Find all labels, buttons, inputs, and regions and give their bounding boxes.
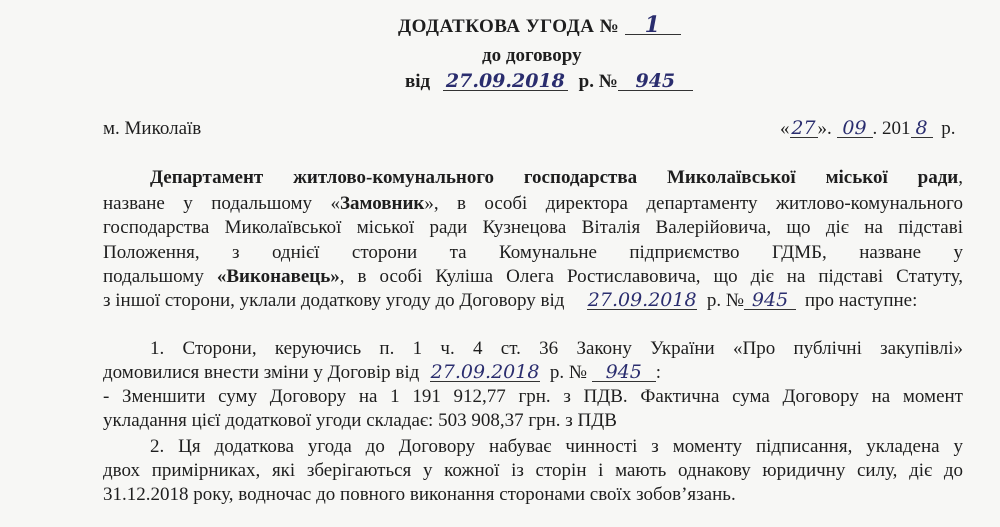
- amended-contract-date-handwritten: 27.09.2018: [430, 361, 540, 383]
- clause-1-line-1: 1. Сторони, керуючись п. 1 ч. 4 ст. 36 Закону України «Про публічні закупівлі»: [150, 338, 963, 359]
- preamble-line-1: [150, 167, 963, 189]
- customer-role: Замовник: [339, 193, 425, 214]
- text-fragment: р. №: [549, 362, 587, 383]
- text-fragment: подальшому: [103, 266, 217, 287]
- text-fragment: :: [655, 362, 661, 383]
- preamble-line-2: [103, 193, 963, 215]
- date-year-prefix: . 201: [872, 118, 911, 139]
- amended-contract-number-handwritten: 945: [592, 363, 656, 382]
- agreement-number-handwritten: 1: [625, 16, 681, 35]
- text-fragment: р. №: [706, 290, 745, 311]
- preamble-line-5: [103, 266, 963, 288]
- comma: ,: [958, 167, 963, 188]
- date-day-handwritten: 27: [791, 117, 816, 139]
- agreement-subtitle: до договору: [482, 45, 582, 66]
- reference-num-label: р. №: [578, 71, 618, 92]
- text-fragment: назване у подальшому «: [103, 193, 340, 214]
- agreement-reference: [405, 71, 693, 93]
- date-quote-close: ».: [817, 118, 832, 139]
- agreement-title-text: ДОДАТКОВА УГОДА №: [398, 16, 620, 37]
- reference-date-handwritten: 27.09.2018: [443, 72, 568, 91]
- document-date: [780, 118, 956, 140]
- contractor-role: «Виконавець»: [216, 266, 340, 287]
- text-fragment: , в особі Куліша Олега Ростиславовича, що діє на підставі Статуту,: [339, 266, 964, 287]
- preamble-line-3: господарства Миколаївської міської ради Кузнецова Віталія Валерійовича, що діє на підставі: [103, 217, 963, 238]
- from-label: від: [405, 71, 431, 92]
- clause-2-line-1: 2. Ця додаткова угода до Договору набуває чинності з моменту підписання, укладена у: [150, 436, 963, 457]
- city-label: м. Миколаїв: [103, 118, 202, 139]
- contract-date-handwritten: 27.09.2018: [587, 289, 697, 311]
- clause-1-line-3: - Зменшити суму Договору на 1 191 912,77 грн. з ПДВ. Фактична сума Договору на момент: [103, 386, 963, 407]
- contract-number-handwritten: 945: [744, 291, 796, 310]
- clause-1-line-2: [103, 362, 661, 384]
- text-fragment: про наступне:: [804, 290, 918, 311]
- date-year-digit-handwritten: 8: [911, 119, 933, 138]
- clause-2-line-3: 31.12.2018 року, водночас до повного виконання сторонами своїх зобов’язань.: [103, 484, 736, 505]
- preamble-line-4: Положення, з однієї сторони та Комунальне підприємство ГДМБ, назване у: [103, 242, 963, 263]
- preamble-line-6: [103, 290, 917, 312]
- agreement-title: [398, 12, 681, 38]
- text-fragment: домовилися внести зміни у Договір від: [103, 362, 420, 383]
- date-month-handwritten: 09: [837, 119, 873, 138]
- clause-1-line-4: укладання цієї додаткової угоди складає: 503 908,37 грн. з ПДВ: [103, 410, 617, 431]
- text-fragment: », в особі директора департаменту житлово-комунального: [424, 193, 964, 214]
- clause-2-line-2: двох примірниках, які зберігаються у кожної із сторін і мають однакову юридичну силу, діє до: [103, 460, 963, 481]
- date-quote-open: «: [780, 118, 790, 139]
- customer-department-name: Департамент житлово-комунального господарства Миколаївської міської ради: [150, 167, 959, 188]
- text-fragment: з іншої сторони, уклали додаткову угоду до Договору від: [103, 290, 565, 311]
- reference-number-handwritten: 945: [618, 72, 693, 91]
- date-year-suffix: р.: [941, 118, 956, 139]
